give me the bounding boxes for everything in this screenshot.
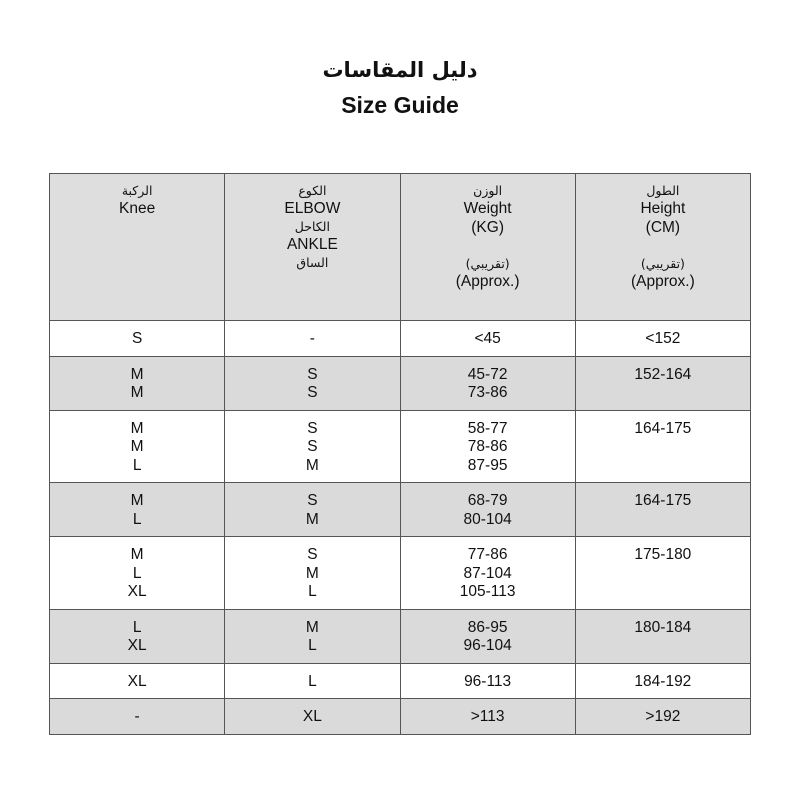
height-range-cell [575,410,750,483]
cell-value: 175-180 [634,546,692,563]
cell-value: M [305,618,319,636]
cell-value: L [308,672,317,690]
header-label-arabic: الكاحل [294,219,330,234]
cell-value: S [131,330,143,347]
cell-value: 87-95 [467,456,508,474]
cell-value: - [309,330,315,347]
elbow-ankle-size-cell [225,410,400,483]
header-label-arabic: (تقريبي) [640,256,685,271]
height-range-cell [575,699,750,735]
cell-value: L [132,618,142,636]
cell-value: 45-72 [467,365,508,383]
table-row [50,483,751,537]
elbow-ankle-size-cell [225,483,400,537]
cell-value: M [130,546,144,563]
cell-value: >192 [645,708,681,725]
knee-size-cell [50,483,225,537]
header-label: ELBOW [284,200,341,217]
cell-value: M [130,438,144,455]
page-title: Size Guide [341,92,459,118]
elbow-ankle-size-cell [225,609,400,663]
table-row [50,663,751,699]
header-label: (Approx.) [455,273,520,290]
elbow-ankle-size-cell [225,537,400,610]
cell-value: L [308,637,317,654]
cell-value: 78-86 [467,438,508,455]
cell-value: M [130,384,144,401]
weight-range-cell [400,663,575,699]
header-label-arabic: الساق [296,255,329,270]
weight-range-cell [400,356,575,410]
weight-range-cell [400,609,575,663]
height-range-cell [575,321,750,357]
elbow-ankle-size-cell [225,699,400,735]
header-label: Height [640,200,686,217]
table-row [50,699,751,735]
cell-value: <45 [474,330,501,347]
cell-value: L [308,583,317,600]
cell-value: 86-95 [467,618,508,636]
header-label: (KG) [471,219,504,236]
table-row [50,321,751,357]
cell-value: 80-104 [463,510,512,528]
header-weight [400,174,575,321]
cell-value: 96-113 [464,672,512,690]
cell-value: L [132,456,142,474]
height-range-cell [575,663,750,699]
header-label: Knee [119,200,156,217]
header-label-arabic: الكوع [298,183,327,198]
header-label: (CM) [645,219,681,236]
elbow-ankle-size-cell [225,356,400,410]
cell-value: 105-113 [459,583,516,600]
cell-value: 164-175 [634,492,692,509]
knee-size-cell [50,410,225,483]
cell-value: 184-192 [634,672,692,690]
cell-value: M [130,365,144,383]
cell-value: XL [302,708,322,725]
header-spacer [401,237,575,255]
header-height [575,174,750,321]
table-row [50,356,751,410]
cell-value: 152-164 [634,365,692,383]
cell-value: M [130,419,144,437]
table-header [50,174,751,321]
cell-value: M [130,492,144,509]
cell-value: XL [127,583,147,600]
header-label: (Approx.) [631,273,695,290]
height-range-cell [575,356,750,410]
header-knee [50,174,225,321]
weight-range-cell [400,483,575,537]
table-row [50,410,751,483]
cell-value: S [307,492,318,509]
header-label: ANKLE [286,236,338,253]
cell-value: 73-86 [467,384,508,401]
knee-size-cell [50,699,225,735]
cell-value: >113 [470,708,505,725]
elbow-ankle-size-cell [225,663,400,699]
cell-value: <152 [645,330,681,347]
elbow-ankle-size-cell [225,321,400,357]
knee-size-cell [50,663,225,699]
cell-value: M [305,510,319,528]
cell-value: XL [127,637,147,654]
header-label-arabic: الركبة [121,183,153,198]
header-elbow-ankle [225,174,400,321]
knee-size-cell [50,537,225,610]
cell-value: 77-86 [467,546,508,563]
cell-value: L [132,510,142,528]
cell-value: S [307,384,318,401]
cell-value: S [307,419,318,437]
header-label-arabic: الطول [646,183,680,198]
cell-value: M [305,456,319,474]
header-label-arabic: الوزن [473,183,503,198]
cell-value: S [307,546,318,563]
table-row [50,609,751,663]
knee-size-cell [50,609,225,663]
weight-range-cell [400,699,575,735]
cell-value: 96-104 [463,637,512,654]
cell-value: 180-184 [634,618,692,636]
cell-value: 164-175 [634,419,692,437]
page-title-arabic: دليل المقاسات [322,58,478,82]
header-label: Weight [463,200,512,217]
weight-range-cell [400,321,575,357]
size-guide-table [49,173,751,735]
cell-value: XL [127,672,147,690]
cell-value: 87-104 [463,564,512,582]
cell-value: S [307,365,318,383]
height-range-cell [575,609,750,663]
height-range-cell [575,483,750,537]
knee-size-cell [50,356,225,410]
cell-value: L [132,564,142,582]
table-body [50,321,751,735]
header-spacer [576,237,750,255]
cell-value: M [305,564,319,582]
header-row [50,174,751,321]
height-range-cell [575,537,750,610]
header-label-arabic: (تقريبي) [465,256,510,271]
cell-value: S [307,438,318,455]
knee-size-cell [50,321,225,357]
table-row [50,537,751,610]
weight-range-cell [400,537,575,610]
cell-value: 58-77 [467,419,508,437]
cell-value: - [134,708,140,725]
weight-range-cell [400,410,575,483]
cell-value: 68-79 [467,492,508,509]
